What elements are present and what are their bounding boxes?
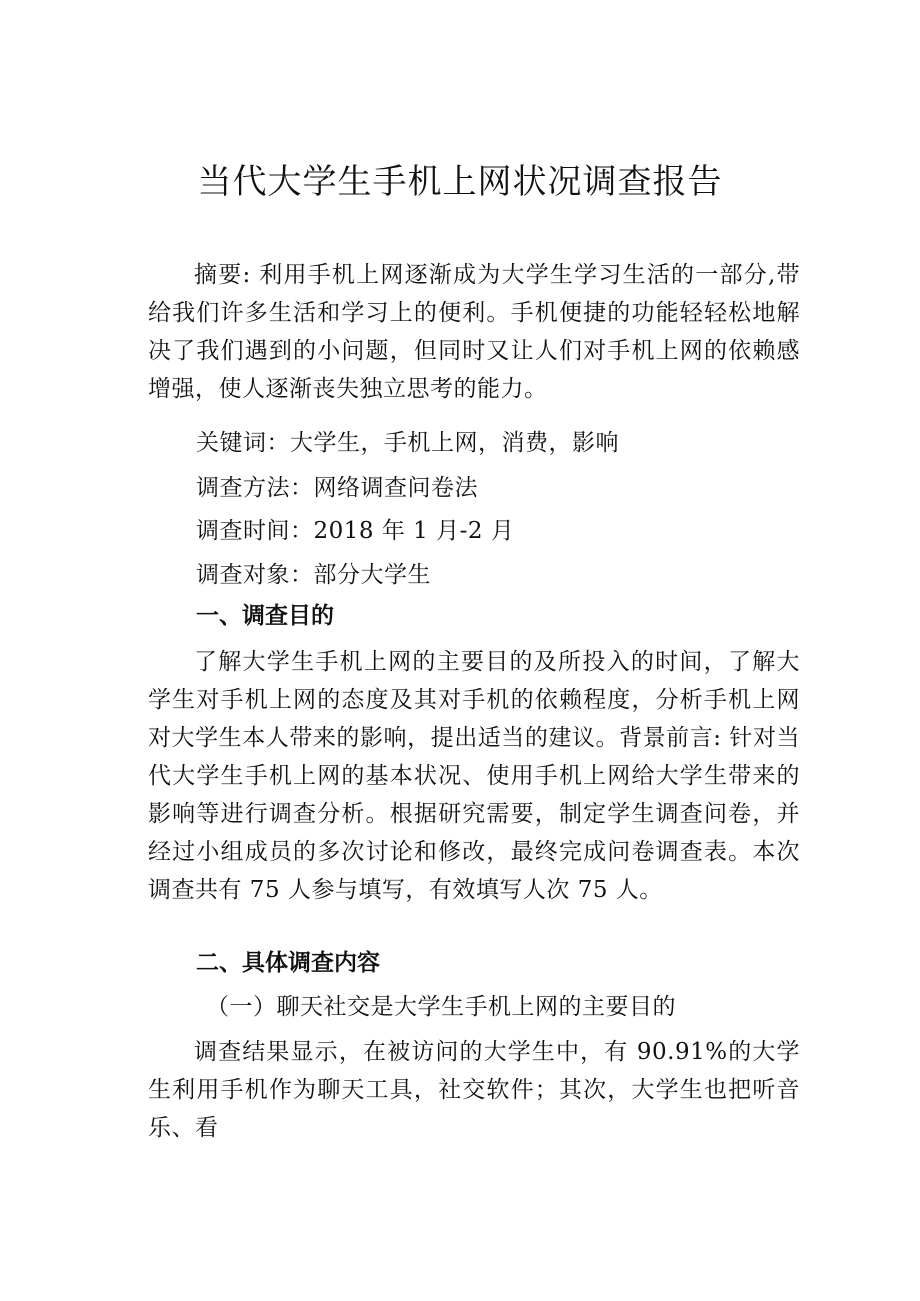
section-heading-content: 二、具体调查内容 xyxy=(196,950,380,976)
survey-method-line: 调查方法：网络调查问卷法 xyxy=(196,475,478,501)
abstract-paragraph: 摘要: 利用手机上网逐渐成为大学生学习生活的一部分,带给我们许多生活和学习上的便利。手机便捷的功能轻轻松地解决了我们遇到的小问题，但同时又让人们对手机上网的依赖感增强，使人逐渐丧失独立思考的能力。 xyxy=(148,262,800,402)
document-title: 当代大学生手机上网状况调查报告 xyxy=(197,162,723,202)
section-heading-purpose: 一、调查目的 xyxy=(196,603,334,629)
survey-time-line: 调查时间：2018 年 1 月-2 月 xyxy=(196,518,515,544)
results-paragraph: 调查结果显示，在被访问的大学生中，有 90.91%的大学生利用手机作为聊天工具，社交软件；其次，大学生也把听音乐、看 xyxy=(148,1039,800,1141)
survey-subjects-line: 调查对象：部分大学生 xyxy=(196,562,431,588)
purpose-paragraph: 了解大学生手机上网的主要目的及所投入的时间，了解大学生对手机上网的态度及其对手机的依赖程度，分析手机上网对大学生本人带来的影响，提出适当的建议。背景前言: 针对当代大学生手机上网的基本状况、使用手机上网给大学生带来的影响等进行调查分析。根据研究需要，制定学生调查问卷，并经过小组成员的多次讨论和修改，最终完成问卷调查表。本次调查共有 75 人参与填写，有效填写人次 75 人。 xyxy=(148,649,800,903)
subsection-heading-social: （一）聊天社交是大学生手机上网的主要目的 xyxy=(206,994,676,1020)
keywords-line: 关键词：大学生，手机上网，消费，影响 xyxy=(196,430,619,456)
